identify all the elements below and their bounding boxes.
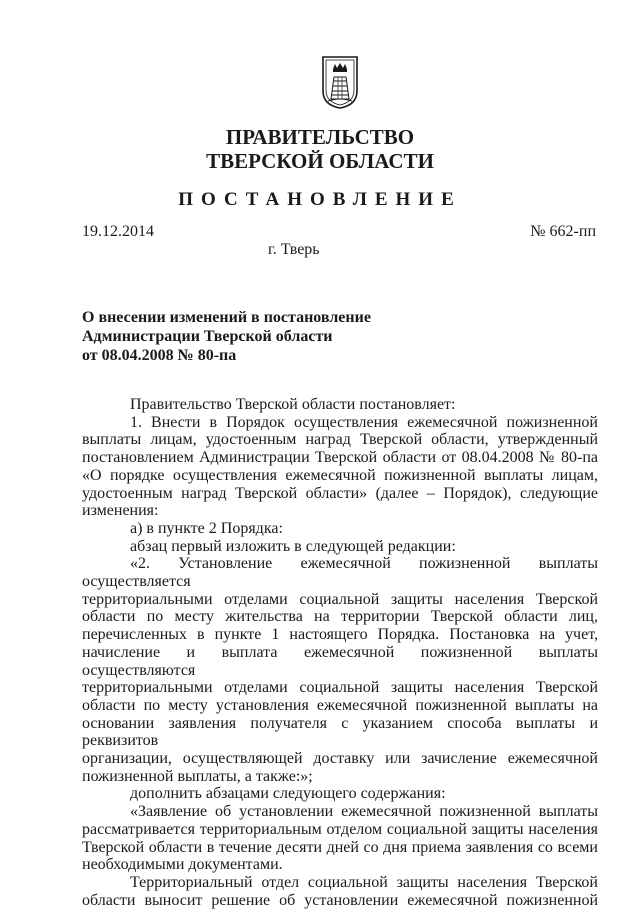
paragraph-line: территориальными отделами социальной защиты населения Тверской <box>82 679 598 697</box>
government-title-line2: ТВЕРСКОЙ ОБЛАСТИ <box>206 149 434 173</box>
paragraph-line: дополнить абзацами следующего содержания: <box>130 785 446 803</box>
intro-line: Правительство Тверской области постановляет: <box>130 396 456 413</box>
coat-of-arms-icon <box>321 55 359 109</box>
paragraph-line: выплаты лицам, удостоенным наград Тверской области, утвержденный <box>82 431 598 449</box>
paragraph-line: изменения: <box>82 502 159 520</box>
paragraph-line: перечисленных в пункте 1 настоящего Порядка. Постановка на учет, <box>82 626 598 644</box>
paragraph-line: области выносит решение об установлении ежемесячной пожизненной <box>82 891 598 909</box>
paragraph-line: начисление и выплата ежемесячной пожизненной выплаты осуществляются <box>82 643 598 679</box>
subject-line: от 08.04.2008 № 80-па <box>82 347 237 364</box>
paragraph-line: «Заявление об установлении ежемесячной пожизненной выплаты <box>130 803 598 821</box>
paragraph-line: области по месту установления ежемесячной пожизненной выплаты на <box>82 696 598 714</box>
paragraph-line: а) в пункте 2 Порядка: <box>130 519 283 537</box>
paragraph-line: организации, осуществляющей доставку или зачисление ежемесячной <box>82 750 598 768</box>
subject-line: О внесении изменений в постановление <box>82 309 371 326</box>
paragraph-line: абзац первый изложить в следующей редакции: <box>130 537 456 555</box>
document-date: 19.12.2014 <box>82 223 154 240</box>
document-type: ПОСТАНОВЛЕНИЕ <box>178 189 462 210</box>
paragraph-line: «О порядке осуществления ежемесячной пожизненной выплаты лицам, <box>82 466 598 484</box>
paragraph-line: 1. Внести в Порядок осуществления ежемесячной пожизненной <box>130 413 598 431</box>
paragraph-line: рассматривается территориальным отделом социальной защиты населения <box>82 820 598 838</box>
government-title-line1: ПРАВИТЕЛЬСТВО <box>225 125 415 149</box>
document-city: г. Тверь <box>268 241 320 258</box>
subject-line: Администрации Тверской области <box>82 328 333 345</box>
paragraph-line: удостоенным наград Тверской области» (далее – Порядок), следующие <box>82 484 598 502</box>
paragraph-line: Территориальный отдел социальной защиты населения Тверской <box>130 873 598 891</box>
document-body <box>82 396 598 909</box>
paragraph-line: «2. Установление ежемесячной пожизненной выплаты осуществляется <box>82 555 598 591</box>
document-subject <box>82 308 371 365</box>
paragraph-line: необходимыми документами. <box>82 856 283 874</box>
paragraph-line: области по месту жительства на территории Тверской области лиц, <box>82 608 598 626</box>
document-number: № 662-пп <box>530 223 596 240</box>
paragraph-line: основании заявления получателя с указанием способа выплаты и реквизитов <box>82 714 598 750</box>
paragraph-line: пожизненной выплаты, а также:»; <box>82 767 313 785</box>
paragraph-line: постановлением Администрации Тверской области от 08.04.2008 № 80-па <box>82 449 598 467</box>
paragraph-line: Тверской области в течение десяти дней со дня приема заявления со всеми <box>82 838 598 856</box>
paragraph-line: территориальными отделами социальной защиты населения Тверской <box>82 590 598 608</box>
